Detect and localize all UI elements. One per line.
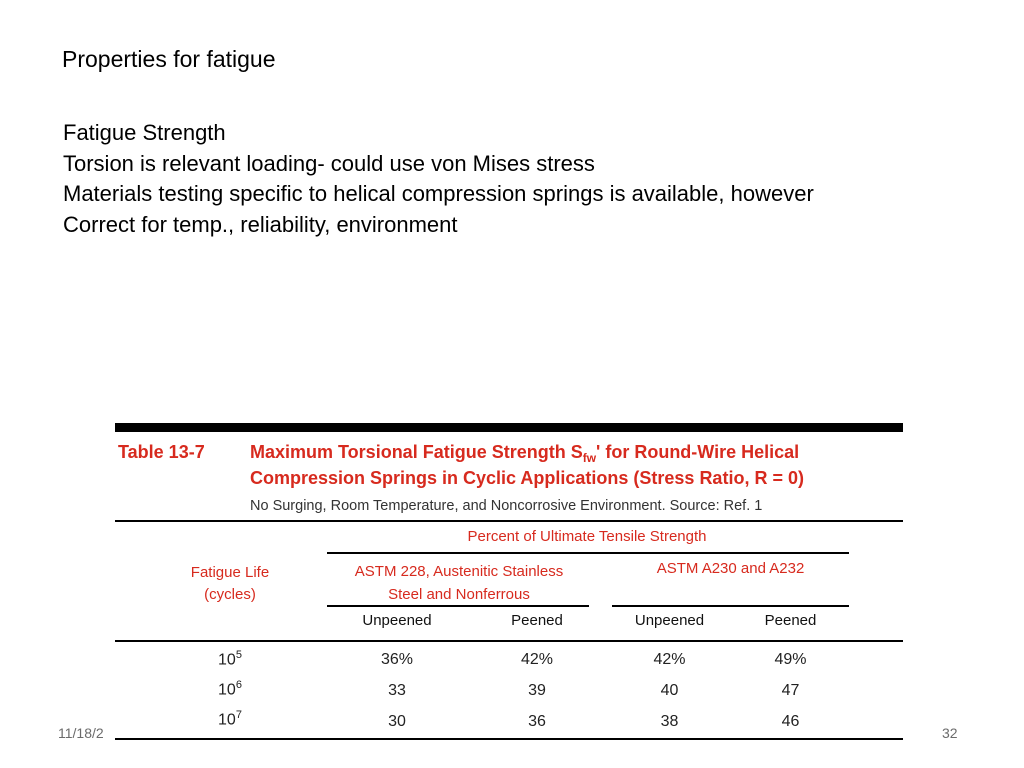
bullet-list [63,118,814,240]
fatigue-life-header: Fatigue Life (cycles) [190,564,270,603]
table-cell: 46 [781,713,800,730]
fatigue-life-cell: $10^6$ [218,679,242,699]
col-header: Unpeened [362,612,432,629]
bullet-item: Correct for temp., reliability, environment [63,211,458,237]
page-number: 32 [942,725,958,741]
material-rule-1 [327,605,589,607]
table-note: No Surging, Room Temperature, and Noncorrosive Environment. Source: Ref. 1 [250,498,763,514]
table-cell: 40 [660,682,679,699]
table-caption-line2: Compression Springs in Cyclic Applications (Stress Ratio, R = 0) [250,468,804,488]
table-top-rule [115,423,903,432]
table-cell: 36% [380,651,414,668]
material-header-1: ASTM 228, Austenitic Stainless Steel and Nonferrous [354,563,564,603]
col-header: Unpeened [634,612,705,629]
table-cell: 39 [528,682,546,699]
table-cell: 33 [388,682,406,699]
table-caption-line1: Maximum Torsional Fatigue Strength $S_{fw}'$ for Round-Wire Helical [250,442,800,465]
table-rule [115,520,903,522]
table-cell: 49% [774,651,807,668]
group-header: Percent of Ultimate Tensile Strength [467,528,707,545]
group-rule [327,552,849,554]
fatigue-table [115,423,903,741]
table-cell: 42% [653,651,686,668]
slide-title: Properties for fatigue [62,46,276,72]
material-header-2: ASTM A230 and A232 [656,560,805,577]
header-bottom-rule [115,640,903,642]
bullet-item: Torsion is relevant loading- could use von Mises stress [63,150,595,176]
table-cell: 47 [781,682,800,699]
slide-date: 11/18/2 [58,725,104,741]
table-cell: 30 [388,713,406,730]
col-header: Peened [511,612,563,629]
bullet-item: Materials testing specific to helical compression springs is available, however [63,181,814,206]
table-number: Table 13-7 [118,442,205,462]
material-rule-2 [612,605,849,607]
col-header: Peened [764,612,817,629]
bullet-item: Fatigue Strength [63,120,226,145]
table-cell: 36 [528,713,546,730]
table-cell: 38 [660,713,679,730]
fatigue-life-cell: $10^5$ [218,649,242,669]
table-cell: 42% [520,651,554,668]
fatigue-life-cell: $10^7$ [218,709,242,729]
table-bottom-rule [115,738,903,740]
